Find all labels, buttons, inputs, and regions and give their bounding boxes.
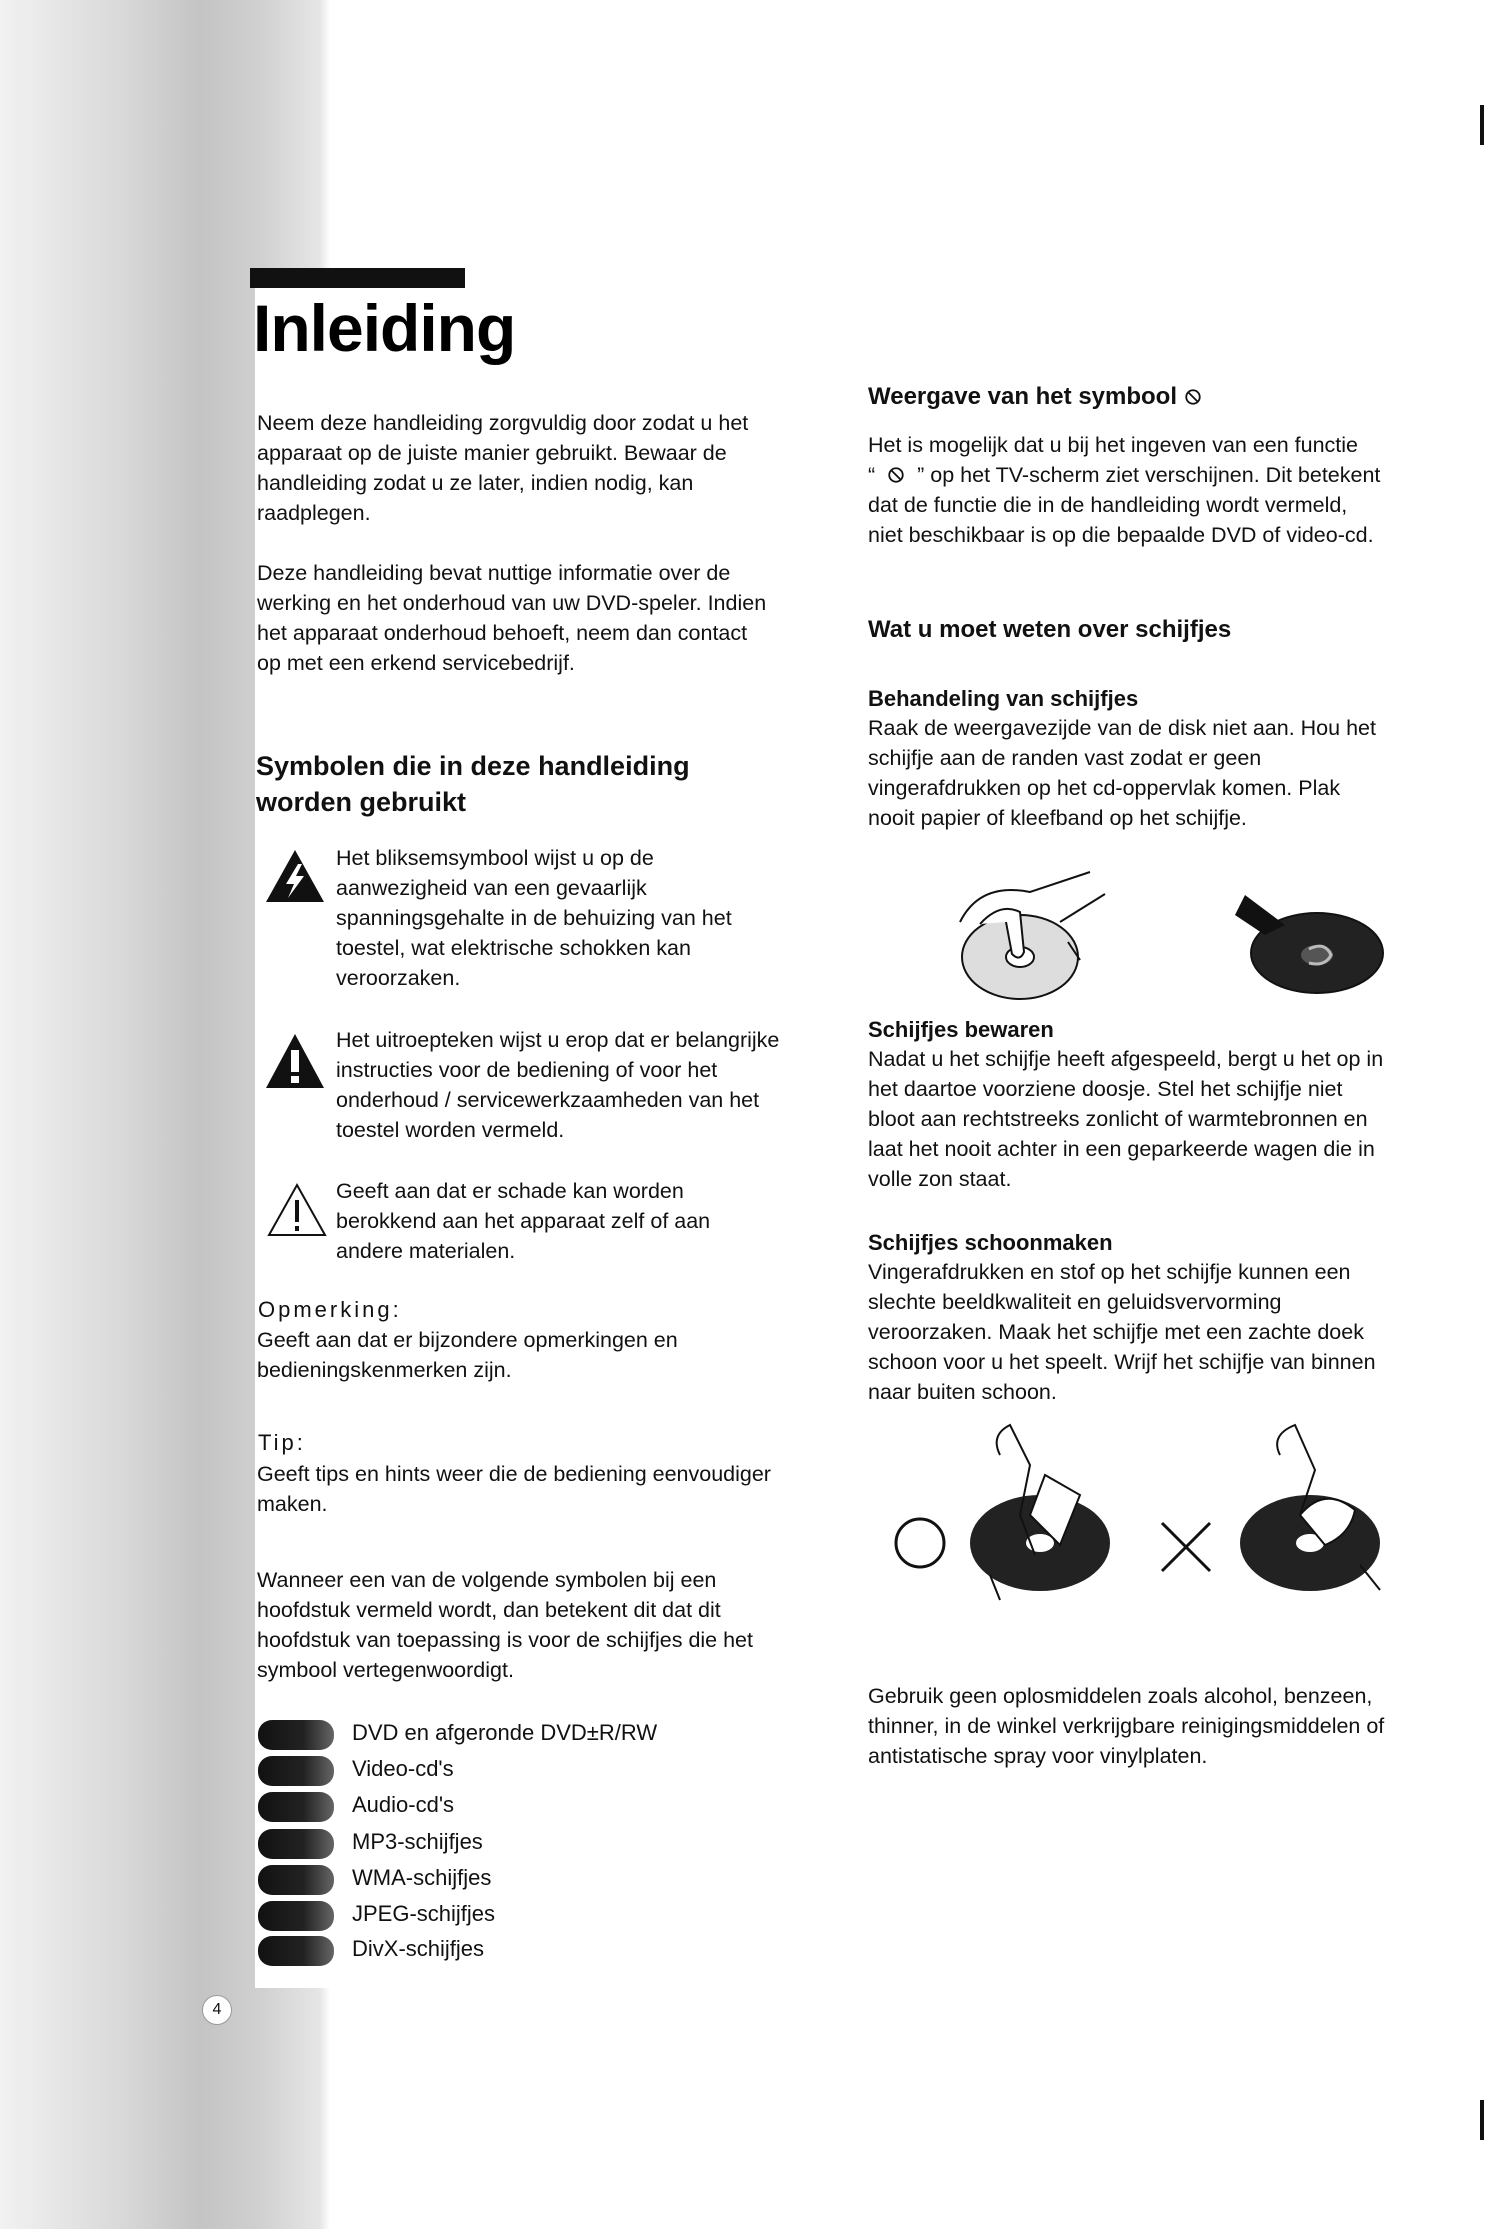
hand-holding-disc-illustration — [940, 862, 1140, 1017]
exclamation-warning-icon — [264, 1032, 326, 1095]
intro-paragraph-1 — [257, 408, 748, 528]
text-line: thinner, in de winkel verkrijgbare reinigingsmiddelen of — [868, 1714, 1385, 1738]
text-line: Geeft aan dat er schade kan worden — [336, 1179, 684, 1203]
text-line: toestel worden vermeld. — [336, 1118, 565, 1142]
caution-icon — [266, 1182, 328, 1243]
text-line: Geeft aan dat er bijzondere opmerkingen en — [257, 1328, 678, 1352]
text-line: naar buiten schoon. — [868, 1380, 1057, 1404]
text-line: handleiding zodat u ze later, indien nodig, kan — [257, 471, 694, 495]
disc-symbol-badge — [258, 1865, 334, 1895]
handling-heading: Behandeling van schijfjes — [868, 686, 1139, 711]
discs-heading: Wat u moet weten over schijfjes — [868, 616, 1232, 643]
text-line: slechte beeldkwaliteit en geluidsvervorming — [868, 1290, 1282, 1314]
text-line: werking en het onderhoud van uw DVD-speler. Indien — [257, 591, 767, 615]
taped-disc-illustration — [1225, 875, 1395, 1010]
note-label: Opmerking: — [258, 1297, 402, 1322]
text-line: onderhoud / servicewerkzaamheden van het — [336, 1088, 760, 1112]
text-line: hoofdstuk vermeld wordt, dan betekent dit dat dit — [257, 1598, 721, 1622]
text-line: Het bliksemsymbool wijst u op de — [336, 846, 654, 870]
storing-heading: Schijfjes bewaren — [868, 1017, 1054, 1042]
text-line: dat de functie die in de handleiding wordt vermeld, — [868, 493, 1348, 517]
heading-text: Weergave van het symbool — [868, 383, 1177, 410]
disc-type-label: DVD en afgeronde DVD±R/RW — [352, 1720, 658, 1745]
page-number: 4 — [202, 1995, 232, 2025]
disc-type-label: MP3-schijfjes — [352, 1829, 483, 1854]
disc-symbol-badge — [258, 1756, 334, 1786]
text-line: maken. — [257, 1492, 328, 1516]
text-line: niet beschikbaar is op die bepaalde DVD of video-cd. — [868, 523, 1374, 547]
text-line: spanningsgehalte in de behuizing van het — [336, 906, 732, 930]
text-line: Nadat u het schijfje heeft afgespeeld, bergt u het op in — [868, 1047, 1384, 1071]
disc-type-row — [258, 1825, 708, 1861]
text-line: Vingerafdrukken en stof op het schijfje kunnen een — [868, 1260, 1351, 1284]
text-line: het daartoe voorziene doosje. Stel het schijfje niet — [868, 1077, 1343, 1101]
text-line: Gebruik geen oplosmiddelen zoals alcohol, benzeen, — [868, 1684, 1373, 1708]
text-line: symbool vertegenwoordigt. — [257, 1658, 514, 1682]
text-line: bedieningskenmerken zijn. — [257, 1358, 512, 1382]
disc-symbol-badge — [258, 1720, 334, 1750]
text-line: schoon voor u het speelt. Wrijf het schijfje van binnen — [868, 1350, 1376, 1374]
text-line: andere materialen. — [336, 1239, 516, 1263]
correct-cleaning-illustration — [880, 1415, 1120, 1610]
text-line: Wanneer een van de volgende symbolen bij een — [257, 1568, 717, 1592]
edge-crop-mark — [1480, 2100, 1484, 2140]
text-line: op met een erkend servicebedrijf. — [257, 651, 575, 675]
storing-text — [868, 1044, 1383, 1194]
text-line: toestel, wat elektrische schokken kan — [336, 936, 691, 960]
text-line: berokkend aan het apparaat zelf of aan — [336, 1209, 711, 1233]
cleaning-text — [868, 1257, 1376, 1407]
prohibited-icon — [1184, 388, 1202, 406]
text-line: Geeft tips en hints weer die de bediening eenvoudiger — [257, 1462, 771, 1486]
text-line: raadplegen. — [257, 501, 371, 525]
text-fragment: ” op het TV-scherm ziet verschijnen. Dit betekent — [917, 463, 1381, 487]
disc-type-row — [258, 1788, 708, 1824]
text-line: Neem deze handleiding zorgvuldig door zodat u het — [257, 411, 749, 435]
page-title: Inleiding — [253, 291, 516, 365]
text-line: apparaat op de juiste manier gebruikt. Bewaar de — [257, 441, 727, 465]
disc-type-row — [258, 1861, 708, 1897]
text-line — [868, 460, 1380, 490]
symbols-heading — [256, 748, 690, 820]
incorrect-cleaning-illustration — [1150, 1415, 1390, 1610]
handling-text — [868, 713, 1376, 833]
chapter-symbols-text — [257, 1565, 753, 1685]
heading-line: worden gebruikt — [256, 787, 467, 817]
note-text — [257, 1325, 678, 1385]
caution-description — [336, 1176, 710, 1266]
page-background-top — [330, 0, 1486, 290]
text-line: Raak de weergavezijde van de disk niet aan. Hou het — [868, 716, 1376, 740]
disc-type-row — [258, 1897, 708, 1933]
text-line: aanwezigheid van een gevaarlijk — [336, 876, 647, 900]
text-line: veroorzaken. — [336, 966, 461, 990]
title-accent-bar — [250, 268, 465, 288]
cleaning-heading: Schijfjes schoonmaken — [868, 1230, 1113, 1255]
disc-symbol-badge — [258, 1792, 334, 1822]
exclamation-description — [336, 1025, 779, 1145]
lightning-description — [336, 843, 732, 993]
text-line: Het is mogelijk dat u bij het ingeven van een functie — [868, 433, 1359, 457]
prohibited-icon — [887, 466, 905, 484]
quote-mark: “ — [868, 463, 876, 487]
text-line: volle zon staat. — [868, 1167, 1012, 1191]
symbol-display-heading — [868, 382, 1202, 412]
disc-symbol-badge — [258, 1936, 334, 1966]
solvent-warning-text — [868, 1681, 1384, 1771]
disc-type-label: Video-cd's — [352, 1756, 454, 1781]
disc-type-row — [258, 1932, 708, 1968]
text-line: schijfje aan de randen vast zodat er geen — [868, 746, 1262, 770]
disc-type-label: DivX-schijfjes — [352, 1936, 485, 1961]
intro-paragraph-2 — [257, 558, 766, 678]
text-line: nooit papier of kleefband op het schijfje. — [868, 806, 1247, 830]
disc-type-label: Audio-cd's — [352, 1792, 455, 1817]
text-line: antistatische spray voor vinylplaten. — [868, 1744, 1208, 1768]
disc-symbol-badge — [258, 1829, 334, 1859]
tip-label: Tip: — [258, 1430, 306, 1455]
lightning-warning-icon — [264, 848, 326, 909]
disc-type-row — [258, 1752, 708, 1788]
text-line: vingerafdrukken op het cd-oppervlak komen. Plak — [868, 776, 1341, 800]
disc-symbol-badge — [258, 1901, 334, 1931]
disc-type-label: WMA-schijfjes — [352, 1865, 492, 1890]
text-line: Het uitroepteken wijst u erop dat er belangrijke — [336, 1028, 780, 1052]
edge-crop-mark — [1480, 105, 1484, 145]
text-line: bloot aan rechtstreeks zonlicht of warmtebronnen en — [868, 1107, 1368, 1131]
text-line: laat het nooit achter in een geparkeerde wagen die in — [868, 1137, 1375, 1161]
text-line: het apparaat onderhoud behoeft, neem dan contact — [257, 621, 748, 645]
text-line: veroorzaken. Maak het schijfje met een zachte doek — [868, 1320, 1364, 1344]
symbol-display-text — [868, 430, 1380, 550]
text-line: hoofdstuk van toepassing is voor de schijfjes die het — [257, 1628, 753, 1652]
tip-text — [257, 1459, 771, 1519]
text-line: instructies voor de bediening of voor het — [336, 1058, 718, 1082]
text-line: Deze handleiding bevat nuttige informatie over de — [257, 561, 731, 585]
disc-type-label: JPEG-schijfjes — [352, 1901, 496, 1926]
heading-line: Symbolen die in deze handleiding — [256, 751, 690, 781]
disc-type-row — [258, 1716, 708, 1752]
